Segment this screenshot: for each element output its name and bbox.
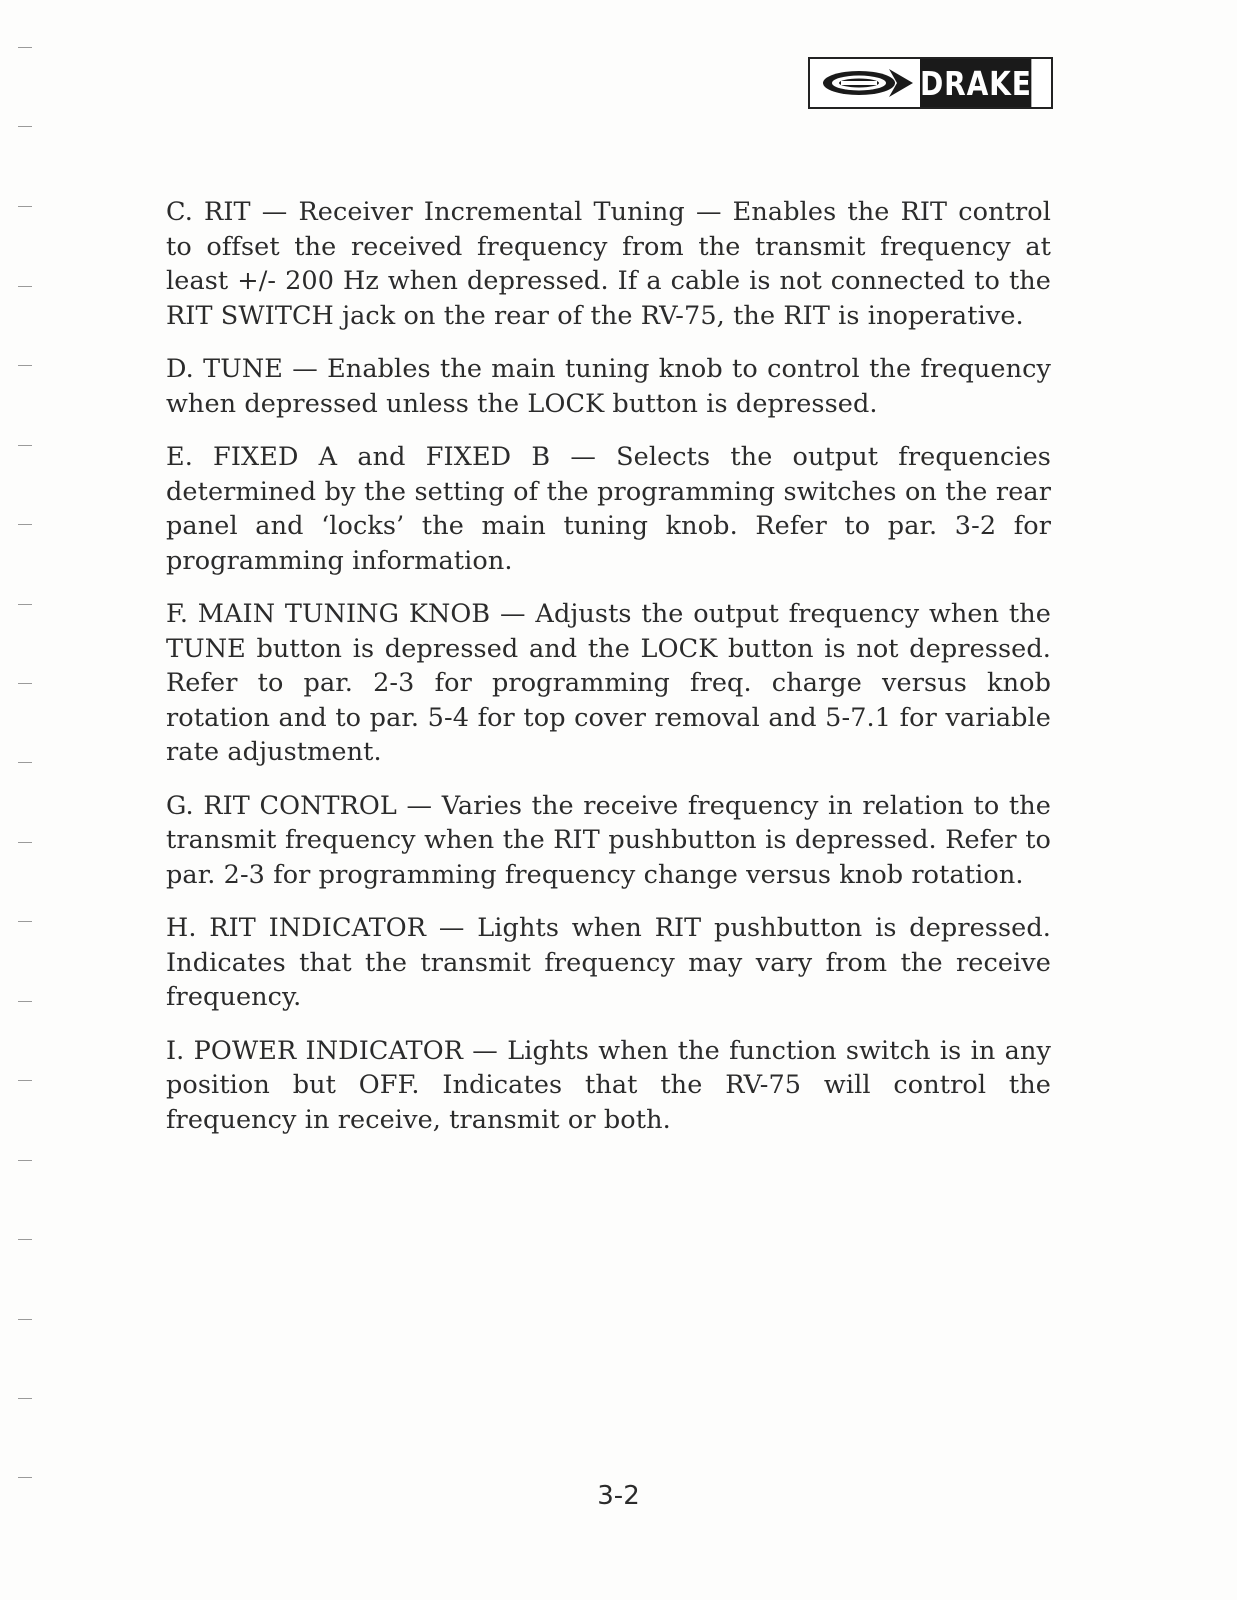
paragraph-c-rit: C. RIT — Receiver Incremental Tuning — Enables the RIT control to offset the received frequency from the transmit frequency at least +/- 200 Hz when depressed. If a cable is not connected to the RIT SWITCH jack on the rear of the RV-75, the RIT is inoperative. bbox=[166, 197, 1051, 331]
page-number: 3-2 bbox=[597, 1481, 640, 1511]
paragraph-e-fixed: E. FIXED A and FIXED B — Selects the output frequencies determined by the setting of the programming switches on the rear panel and ‘locks’ the main tuning knob. Refer to par. 3-2 for programming information. bbox=[166, 442, 1051, 576]
logo-wordmark: DRAKE bbox=[920, 59, 1032, 107]
binder-margin-ticks bbox=[18, 40, 34, 1520]
drake-emblem-icon bbox=[810, 59, 920, 107]
paragraph-g-rit-control: G. RIT CONTROL — Varies the receive frequency in relation to the transmit frequency when the RIT pushbutton is depressed. Refer to par. 2-3 for programming frequency change versus knob rotation. bbox=[166, 790, 1051, 890]
paragraph-i-power-indicator: I. POWER INDICATOR — Lights when the function switch is in any position but OFF. Indicates that the RV-75 will control the frequency in receive, transmit or both. bbox=[166, 1035, 1051, 1135]
paragraph-d-tune: D. TUNE — Enables the main tuning knob to control the frequency when depressed unless the LOCK button is depressed. bbox=[166, 354, 1051, 419]
body-text bbox=[166, 195, 1051, 1156]
paragraph-f-main-tuning-knob: F. MAIN TUNING KNOB — Adjusts the output frequency when the TUNE button is depressed and the LOCK button is not depressed. Refer to par. 2-3 for programming freq. charge versus knob rotation and to par. 5-4 for top cover removal and 5-7.1 for variable rate adjustment. bbox=[166, 599, 1051, 767]
paragraph-h-rit-indicator: H. RIT INDICATOR — Lights when RIT pushbutton is depressed. Indicates that the transmit frequency may vary from the receive frequency. bbox=[166, 913, 1051, 1012]
drake-logo bbox=[808, 57, 1053, 109]
